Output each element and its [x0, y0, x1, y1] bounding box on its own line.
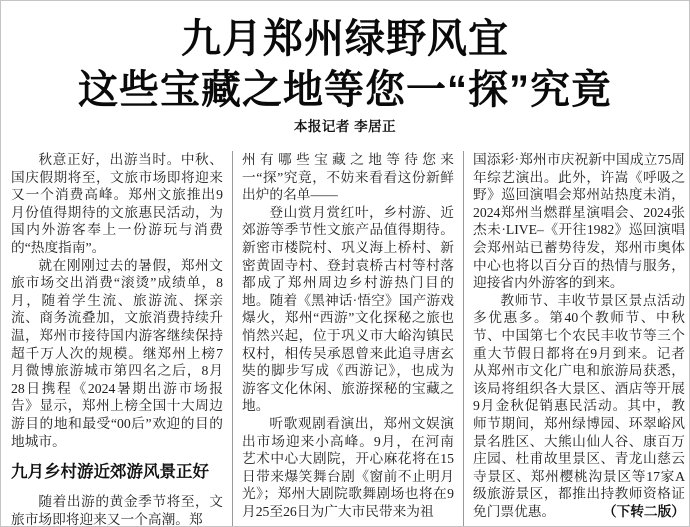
- article-column-1: [11, 151, 223, 526]
- body-paragraph: 随着出游的黄金季节将至，文旅市场即将迎来又一个高潮。郑: [11, 494, 223, 526]
- lead-paragraph: 秋意正好，出游当时。中秋、国庆假期将至，文旅市场即将迎来又一个消费高峰。郑州文旅推出9月份值得期待的文旅惠民活动，为国内外游客奉上一份游玩与消费的“热度指南”。: [11, 152, 223, 255]
- section-subheading: 九月乡村游近郊游风景正好: [11, 463, 209, 482]
- headline-line-2: 这些宝藏之地等您一“探”究竟: [78, 68, 612, 112]
- article-column-2: [242, 151, 454, 526]
- body-paragraph: [473, 292, 685, 521]
- paragraph-text: 教师节、丰收节景区景点活动多优惠多。第40个教师节、中秋节、中国第七个农民丰收节等三个重大节假日都将在9月到来。记者从郑州市文化广电和旅游局获悉，该局将组织各大景区、酒店等开展9月金秋促销惠民活动。其中，教师节期间，郑州绿博园、环翠峪风景名胜区、大熊山仙人谷、康百万庄园、杜甫故里景区、青龙山慈云寺景区、郑州樱桃沟景区等17家A级旅游景区，都推出持教师资格证免门票优惠。: [473, 292, 685, 519]
- continued-on-page-note: （下转二版）: [602, 503, 685, 519]
- byline: 本报记者 李居正: [293, 119, 397, 134]
- headline: [1, 14, 689, 116]
- body-paragraph: 听歌观剧看演出，郑州文娱演出市场迎来小高峰。9月，在河南艺术中心大剧院，开心麻花将在15日带来爆笑舞台剧《窗前不止明月光》；郑州大剧院歌舞剧场也将在9月25至26日为广大市民带来为祖: [242, 415, 454, 519]
- body-paragraph: 就在刚刚过去的暑假，郑州文旅市场交出消费“滚烫”成绩单，8月，随着学生流、旅游流、探亲流、商务流叠加，文旅消费持续升温，郑州市接待国内游客继续保持超千万人次的规模。继郑州上榜7月微博旅游城市第四名之后，8月28日携程《2024暑期出游市场报告》显示，郑州上榜全国十大周边游目的地和最受“00后”欢迎的目的地城市。: [11, 257, 223, 449]
- body-paragraph: 登山赏月赏红叶，乡村游、近郊游等季节性文旅产品值得期待。新密市楼院村、巩义海上桥村、新密黄固寺村、登封袁桥古村等村落都成了郑州周边乡村游热门目的地。随着《黑神话·悟空》国产游戏爆火，郑州“西游”文化探秘之旅也悄然兴起，位于巩义市大峪沟镇民权村，相传吴承恩曾来此追寻唐玄奘的脚步写成《西游记》，也成为游客文化休闲、旅游探秘的宝藏之地。: [242, 204, 454, 414]
- article-column-3: [473, 151, 685, 526]
- column-divider: [463, 151, 464, 527]
- continued-paragraph: 国添彩·郑州市庆祝新中国成立75周年综艺演出。此外，许嵩《呼吸之野》巡回演唱会郑州站热度未消，2024郑州当燃群星演唱会、2024张杰未·LIVE–《开往1982》巡回演唱会郑州站已蓄势待发，郑州市奥体中心也将以百分百的热情与服务，迎接省内外游客的到来。: [473, 152, 685, 291]
- headline-line-1: 九月郑州绿野风宜: [181, 17, 509, 61]
- continued-paragraph: 州有哪些宝藏之地等待您来一“探”究竟，不妨来看看这份新鲜出炉的名单——: [242, 152, 454, 203]
- column-divider: [232, 151, 233, 527]
